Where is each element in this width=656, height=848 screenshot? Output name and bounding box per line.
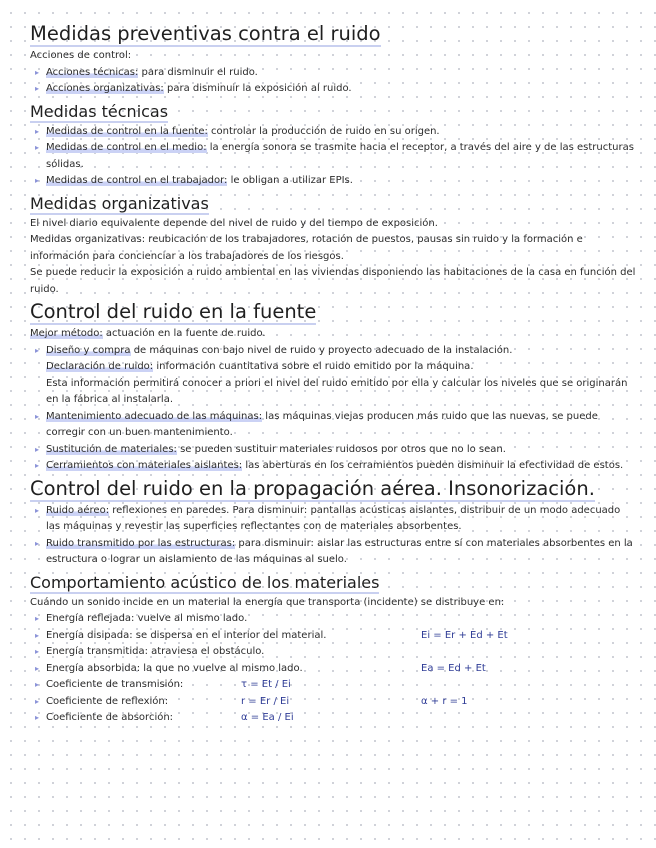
coefficient-row: ▸ Coeficiente de absorción: α = Ea / Ei [30, 710, 636, 727]
list-item: ▸ Sustitución de materiales: se pueden sustituir materiales ruidosos por otros que no lo sean. [30, 442, 636, 459]
list-item: ▸ Acciones organizativas: para disminuir la exposición al ruido. [30, 81, 636, 98]
coefficient-row: ▸ Coeficiente de transmisión: τ = Et / Ei [30, 677, 636, 694]
list-item: ▸ Medidas de control en el trabajador: le obligan a utilizar EPIs. [30, 173, 636, 190]
best-method: Mejor método: actuación en la fuente de ruido. [30, 328, 266, 339]
list-item: Declaración de ruido: información cuantitativa sobre el ruido emitido por la máquina. [46, 361, 474, 372]
list-item: Esta información permitirá conocer a priori el nivel del ruido emitido por ella y calcular los niveles que se originarán en la fábrica al instalarla. [46, 377, 628, 405]
energy-row: ▸ Energía transmitida: atraviesa el obstáculo. [30, 644, 636, 661]
section-title-source-control: Control del ruido en la fuente [30, 300, 317, 323]
list-item: ▸ Medidas de control en el medio: la energía sonora se trasmite hacia el receptor, a través del aire y de las estructuras sólidas. [30, 140, 636, 173]
list-item: ▸ Ruido aéreo: reflexiones en paredes. Para disminuir: pantallas acústicas aislantes, distribuir de un modo adecuado las máquinas y revestir las superficies reflectantes con de materiales absorbentes. [30, 503, 636, 536]
organizational-paragraph: Medidas organizativas: reubicación de los trabajadores, rotación de puestos, pausas sin ruido y la formación e información para concienciar a los trabajadores de los riesgos. [30, 234, 583, 262]
energy-row: ▸ Energía reflejada: vuelve al mismo lado. [30, 611, 636, 628]
organizational-paragraph: El nivel diario equivalente depende del nivel de ruido y del tiempo de exposición. [30, 217, 438, 229]
section-title-propagation: Control del ruido en la propagación aérea. Insonorización. [30, 476, 595, 500]
organizational-paragraph: Se puede reducir la exposición a ruido ambiental en las viviendas disponiendo las habitaciones de la casa en función del ruido. [30, 267, 636, 295]
list-item: ▸ Mantenimiento adecuado de las máquinas: las máquinas viejas producen más ruido que las nuevas, se puede corregir con un buen mantenimiento. [30, 409, 636, 442]
list-item: ▸ Acciones técnicas: para disminuir el ruido. [30, 65, 636, 82]
list-item: ▸ Medidas de control en la fuente: controlar la producción de ruido en su origen. [30, 124, 636, 141]
list-item: ▸ Ruido transmitido por las estructuras: para disminuir: aislar las estructuras entre sí con materiales absorbentes en la estructura o lograr un aislamiento de las máquinas al suelo. [30, 536, 636, 569]
acoustic-intro: Cuándo un sonido incide en un material la energía que transporta (incidente) se distribuye en: [30, 596, 505, 608]
control-actions-intro: Acciones de control: [30, 50, 132, 61]
technical-measures-list [30, 124, 636, 190]
propagation-list [30, 503, 636, 569]
list-item: ▸ Diseño y compra de máquinas con bajo nivel de ruido y proyecto adecuado de la instalación. [30, 343, 636, 360]
section-title-acoustic-behaviour: Comportamiento acústico de los materiales [30, 572, 380, 592]
source-control-list [30, 343, 636, 475]
notes-page [30, 22, 636, 727]
section-title-technical: Medidas técnicas [30, 101, 169, 121]
list-item: ▸ Cerramientos con materiales aislantes: las aberturas en los cerramientos pueden disminuir la efectividad de estos. [30, 458, 636, 475]
coefficient-row: ▸ Coeficiente de reflexión: r = Er / Ei α + r = 1 [30, 694, 636, 711]
control-actions-list [30, 65, 636, 98]
energy-row: ▸ Energía disipada: se dispersa en el interior del material. Ei = Er + Ed + Et [30, 628, 636, 645]
section-title-preventive: Medidas preventivas contra el ruido [30, 22, 381, 45]
energy-list [30, 611, 636, 727]
energy-row: ▸ Energía absorbida: la que no vuelve al mismo lado. Ea = Ed + Et [30, 661, 636, 678]
section-title-organizational: Medidas organizativas [30, 193, 209, 213]
